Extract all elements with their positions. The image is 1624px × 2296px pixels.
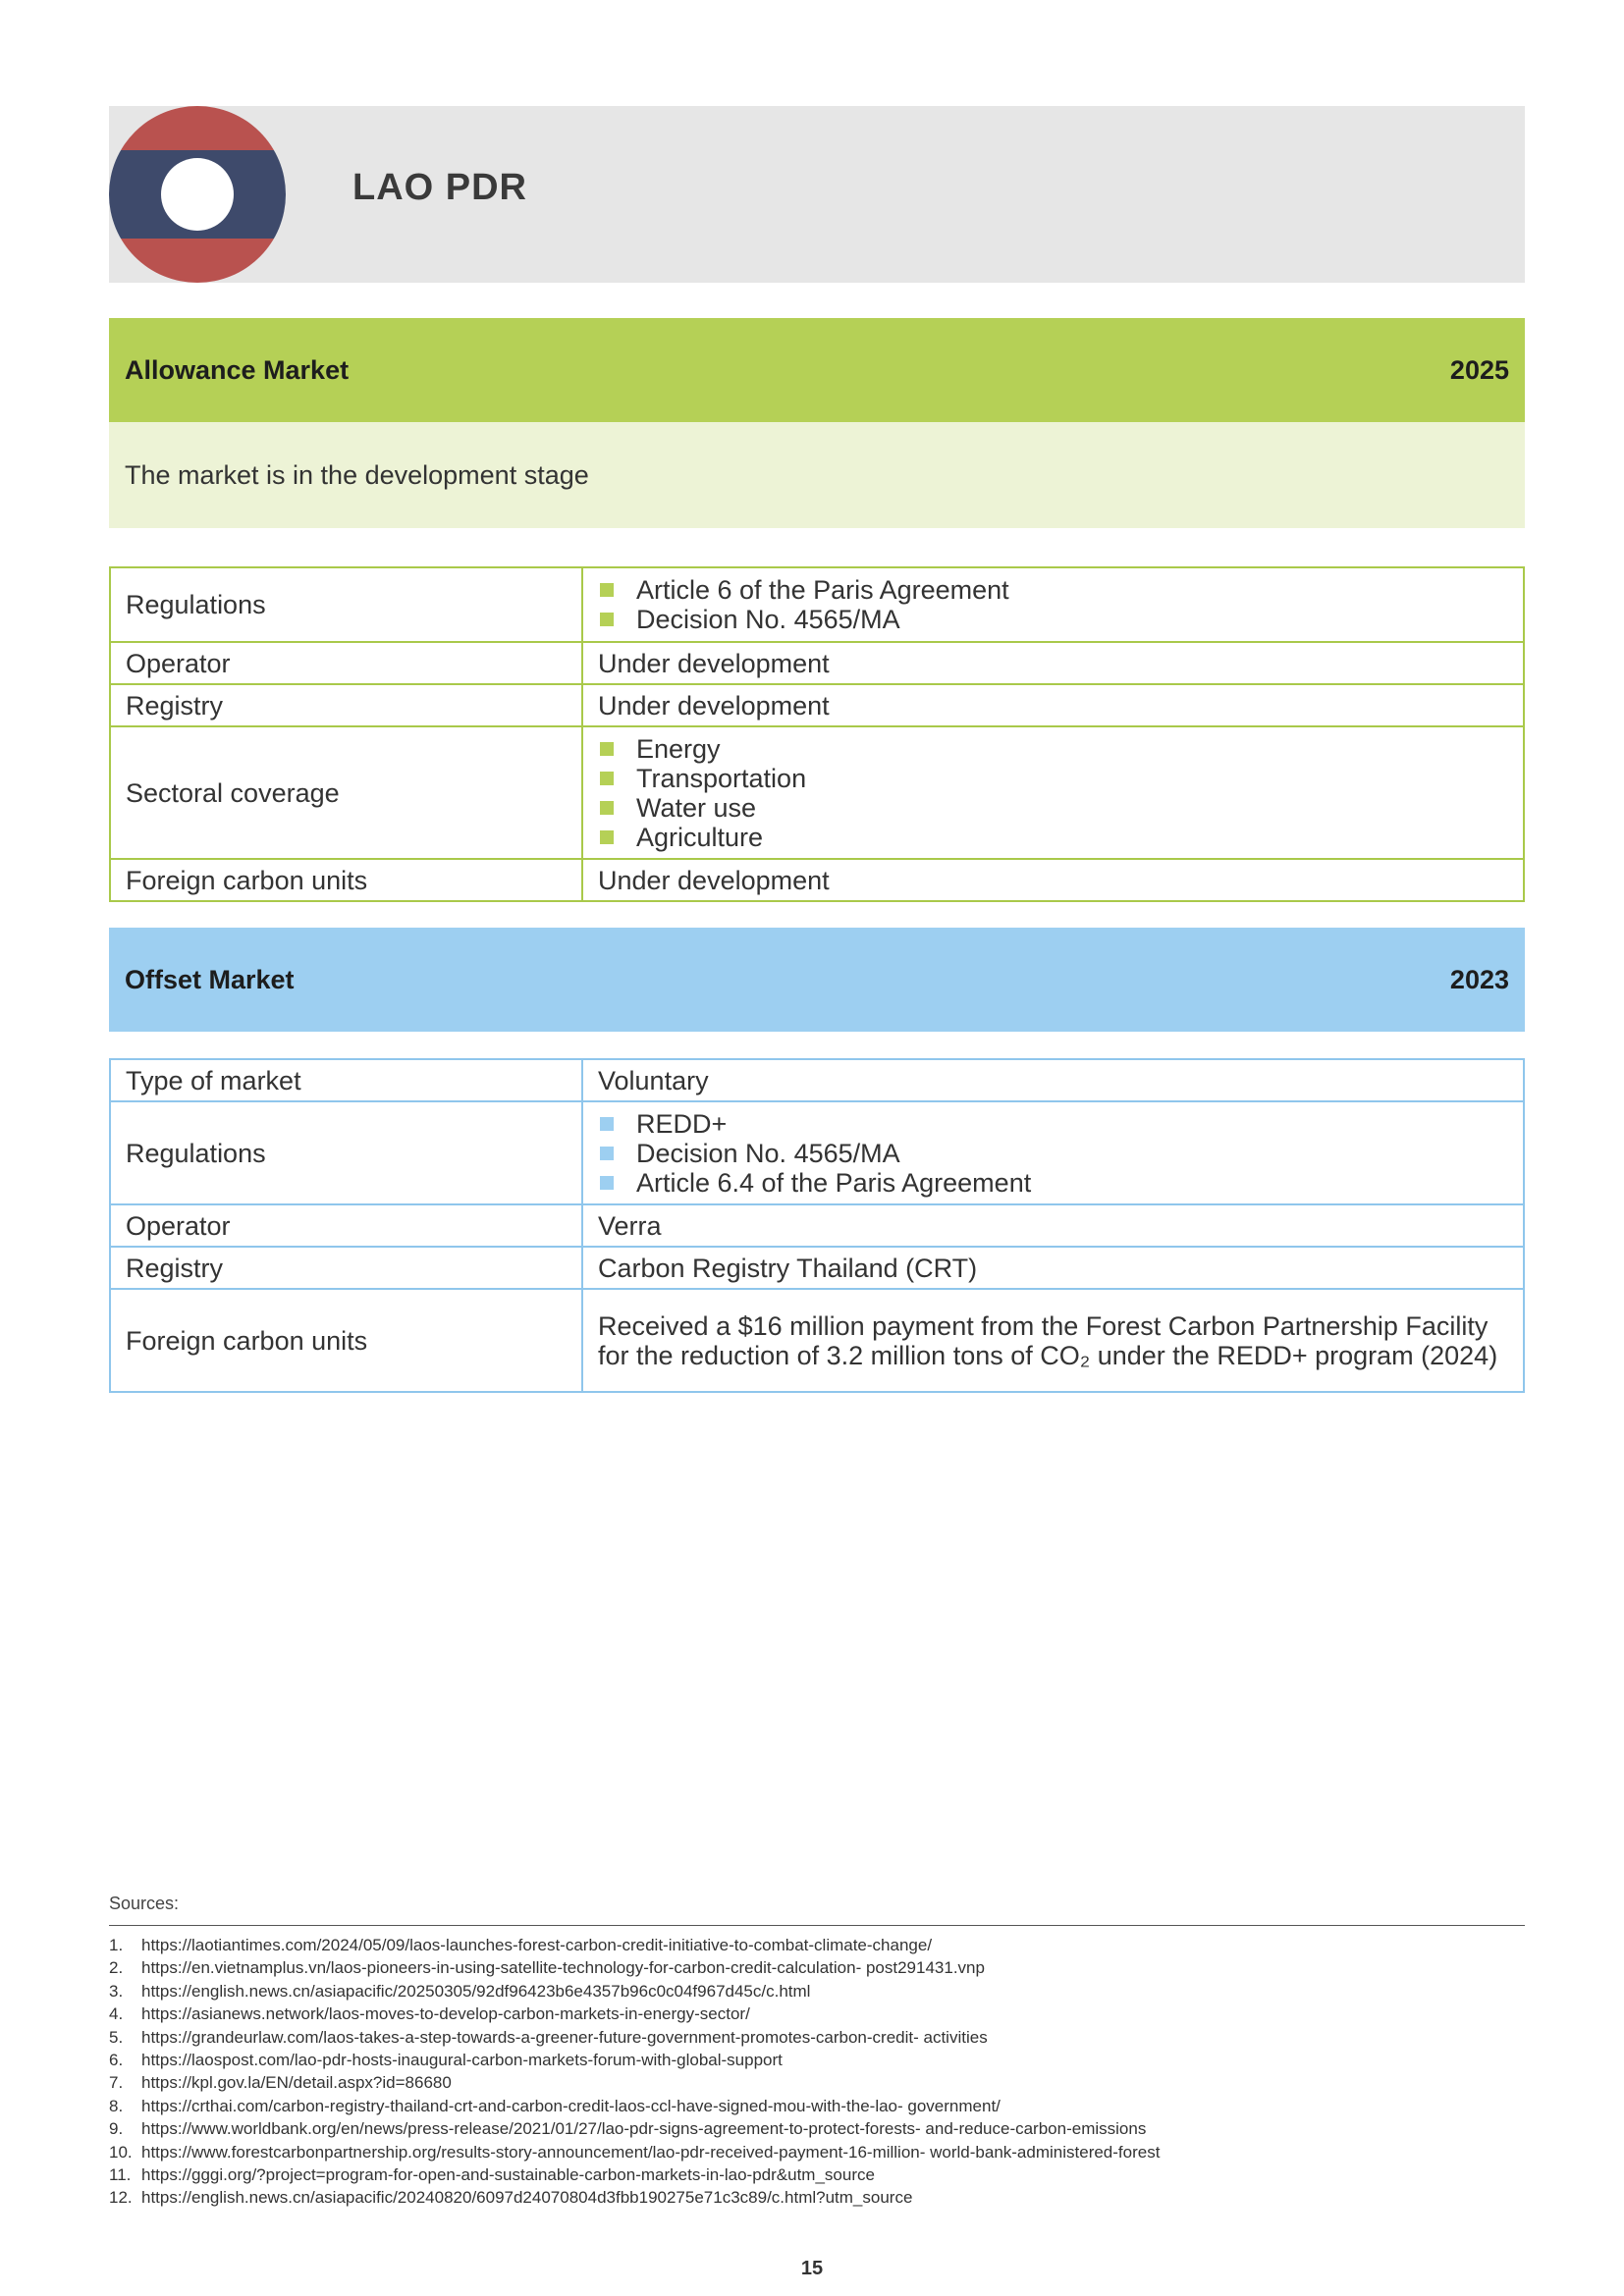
source-link[interactable]: https://asianews.network/laos-moves-to-develop-carbon-markets-in-energy-sector/: [141, 2004, 750, 2024]
source-item[interactable]: [109, 2026, 1525, 2049]
source-number: 12.: [109, 2188, 133, 2208]
bullet-square-icon: [600, 583, 614, 597]
source-link[interactable]: https://www.forestcarbonpartnership.org/results-story-announcement/lao-pdr-received-payment-16-million- world-bank-administered-forest: [141, 2142, 1161, 2162]
bullet-list: [598, 734, 1508, 852]
source-item[interactable]: [109, 2002, 1525, 2025]
row-label: Foreign carbon units: [110, 1289, 582, 1392]
row-value: Under development: [582, 642, 1524, 684]
source-number: 5.: [109, 2027, 124, 2047]
list-item: [598, 1168, 1508, 1198]
source-number: 3.: [109, 1981, 124, 2001]
source-number: 1.: [109, 1936, 124, 1954]
source-item[interactable]: [109, 2095, 1525, 2117]
row-value: Carbon Registry Thailand (CRT): [582, 1247, 1524, 1289]
source-item[interactable]: [109, 2163, 1525, 2186]
row-label: Sectoral coverage: [110, 726, 582, 859]
row-value: Verra: [582, 1204, 1524, 1247]
row-value: [582, 567, 1524, 642]
list-item-text: Water use: [636, 792, 757, 823]
source-number: 11.: [109, 2164, 132, 2184]
row-value: [582, 1101, 1524, 1204]
row-value: Received a $16 million payment from the Forest Carbon Partnership Facility for the reduction of 3.2 million tons of CO₂ under the REDD+ program (2024): [582, 1289, 1524, 1392]
source-link[interactable]: https://grandeurlaw.com/laos-takes-a-step-towards-a-greener-future-government-promotes-carbon-credit- activities: [141, 2027, 988, 2047]
sources-label: Sources:: [109, 1894, 180, 1913]
page-number: 15: [800, 2258, 824, 2279]
country-header-band: [109, 106, 1525, 283]
source-item[interactable]: [109, 1980, 1525, 2002]
table-row: [110, 859, 1524, 901]
flag-stripe-red-top: [109, 106, 286, 150]
source-link[interactable]: https://gggi.org/?project=program-for-open-and-sustainable-carbon-markets-in-lao-pdr&utm_source: [141, 2164, 875, 2184]
row-value: Under development: [582, 859, 1524, 901]
source-link[interactable]: https://english.news.cn/asiapacific/20250305/92df96423b6e4357b96c0c04f967d45c/c.html: [141, 1981, 811, 2001]
row-value: Under development: [582, 684, 1524, 726]
source-link[interactable]: https://www.worldbank.org/en/news/press-release/2021/01/27/lao-pdr-signs-agreement-to-protect-forests- and-reduce-carbon-emissions: [141, 2119, 1147, 2139]
bullet-list: [598, 575, 1508, 634]
list-item-text: Article 6.4 of the Paris Agreement: [636, 1167, 1032, 1198]
list-item: [598, 823, 1508, 852]
source-number: 6.: [109, 2050, 124, 2069]
table-row: [110, 1101, 1524, 1204]
table-row: [110, 1247, 1524, 1289]
source-link[interactable]: https://laospost.com/lao-pdr-hosts-inaugural-carbon-markets-forum-with-global-support: [141, 2050, 783, 2069]
row-label: Foreign carbon units: [110, 859, 582, 901]
list-item-text: Decision No. 4565/MA: [636, 605, 900, 634]
source-item[interactable]: [109, 1956, 1525, 1979]
list-item-text: Article 6 of the Paris Agreement: [636, 575, 1009, 605]
list-item: [598, 793, 1508, 823]
offset-market-table: [109, 1058, 1525, 1393]
allowance-market-note: [109, 422, 1525, 528]
list-item: [598, 1139, 1508, 1168]
offset-market-year: 2023: [1449, 964, 1509, 994]
allowance-note-text: The market is in the development stage: [125, 459, 589, 490]
bullet-square-icon: [600, 830, 614, 844]
source-link[interactable]: https://laotiantimes.com/2024/05/09/laos-launches-forest-carbon-credit-initiative-to-combat-climate-change/: [141, 1936, 933, 1954]
list-item: [598, 764, 1508, 793]
table-row: [110, 684, 1524, 726]
list-item-text: Transportation: [636, 763, 807, 793]
row-label: Regulations: [110, 1101, 582, 1204]
source-item[interactable]: [109, 2141, 1525, 2163]
source-number: 8.: [109, 2096, 124, 2115]
table-row: [110, 726, 1524, 859]
bullet-square-icon: [600, 613, 614, 626]
row-label: Registry: [110, 684, 582, 726]
source-item[interactable]: [109, 2117, 1525, 2140]
source-number: 7.: [109, 2073, 124, 2093]
source-item[interactable]: [109, 1934, 1525, 1956]
bullet-square-icon: [600, 1147, 614, 1160]
flag-stripe-red-bottom: [109, 239, 286, 283]
source-link[interactable]: https://crthai.com/carbon-registry-thailand-crt-and-carbon-credit-laos-ccl-have-signed-mou-with-the-lao- government/: [141, 2096, 1001, 2115]
list-item: [598, 734, 1508, 764]
bullet-list: [598, 1109, 1508, 1198]
list-item: [598, 575, 1508, 605]
offset-market-title: Offset Market: [125, 964, 295, 994]
row-label: Type of market: [110, 1059, 582, 1101]
flag-white-disc: [161, 158, 234, 231]
source-link[interactable]: https://english.news.cn/asiapacific/20240820/6097d24070804d3fbb190275e71c3c89/c.html?utm_source: [141, 2188, 913, 2208]
row-label: Operator: [110, 1204, 582, 1247]
source-number: 10.: [109, 2142, 133, 2162]
table-row: [110, 1059, 1524, 1101]
bullet-square-icon: [600, 1176, 614, 1190]
list-item-text: Decision No. 4565/MA: [636, 1138, 900, 1168]
source-number: 4.: [109, 2004, 124, 2024]
bullet-square-icon: [600, 772, 614, 785]
row-value: [582, 726, 1524, 859]
country-title: LAO PDR: [352, 167, 527, 208]
list-item-text: Energy: [636, 733, 721, 764]
source-number: 9.: [109, 2119, 124, 2139]
source-item[interactable]: [109, 2049, 1525, 2071]
bullet-square-icon: [600, 1117, 614, 1131]
allowance-market-year: 2025: [1449, 354, 1509, 385]
offset-market-header: [109, 928, 1525, 1032]
list-item-text: Agriculture: [636, 822, 764, 852]
source-number: 2.: [109, 1958, 124, 1978]
source-link[interactable]: https://en.vietnamplus.vn/laos-pioneers-in-using-satellite-technology-for-carbon-credit-calculation- post291431.vnp: [141, 1958, 985, 1978]
source-item[interactable]: [109, 2186, 1525, 2209]
table-row: [110, 567, 1524, 642]
bullet-square-icon: [600, 742, 614, 756]
row-value: Voluntary: [582, 1059, 1524, 1101]
table-row: [110, 642, 1524, 684]
list-item: [598, 1109, 1508, 1139]
list-item-text: REDD+: [636, 1108, 728, 1139]
allowance-market-title: Allowance Market: [125, 354, 350, 385]
table-row: [110, 1289, 1524, 1392]
sources-list: [109, 1934, 1525, 2210]
source-link[interactable]: https://kpl.gov.la/EN/detail.aspx?id=86680: [141, 2073, 452, 2093]
table-row: [110, 1204, 1524, 1247]
row-label: Registry: [110, 1247, 582, 1289]
row-label: Regulations: [110, 567, 582, 642]
bullet-square-icon: [600, 801, 614, 815]
source-item[interactable]: [109, 2071, 1525, 2094]
list-item: [598, 605, 1508, 634]
allowance-market-table: [109, 566, 1525, 902]
sources-divider: [109, 1925, 1525, 1926]
lao-flag-icon: [109, 106, 286, 283]
allowance-market-header: [109, 318, 1525, 422]
row-label: Operator: [110, 642, 582, 684]
